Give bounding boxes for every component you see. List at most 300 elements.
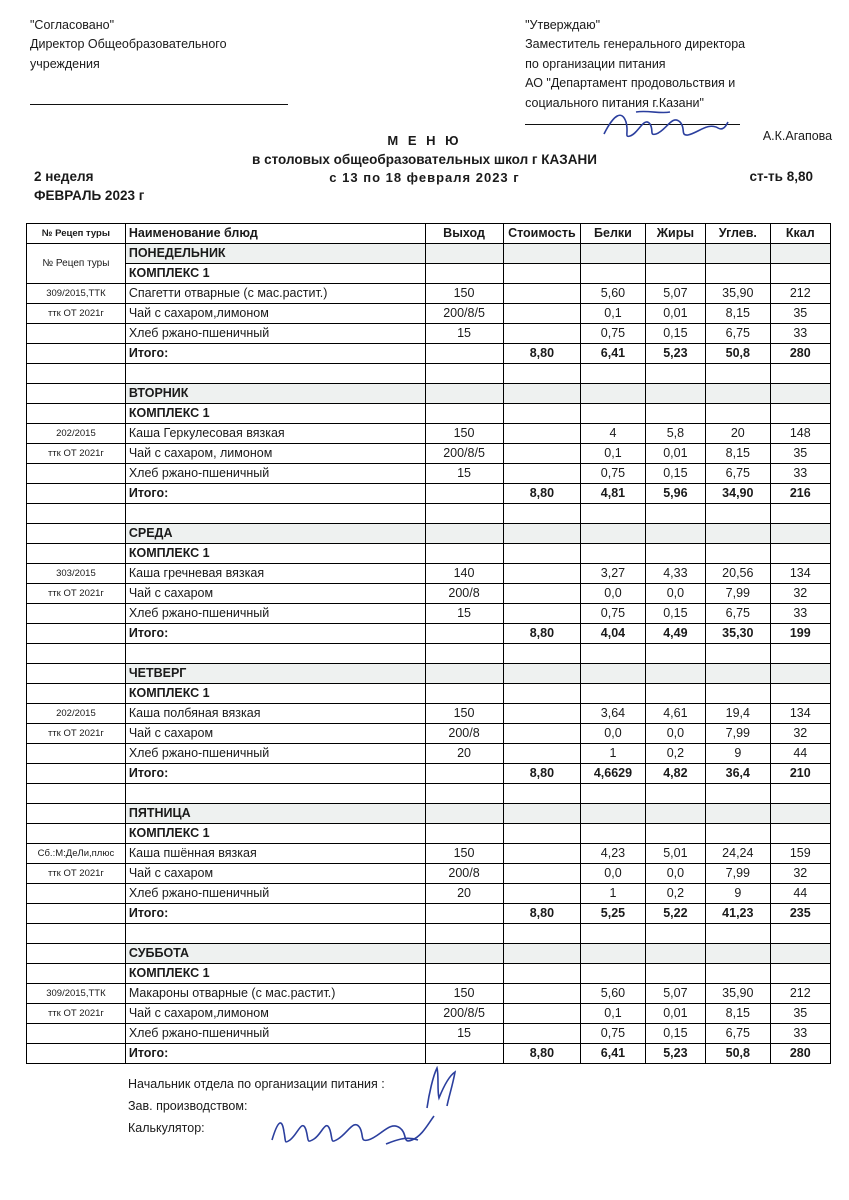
footer-line-1: Начальник отдела по организации питания :: [128, 1076, 385, 1091]
dish-name: Хлеб ржано-пшеничный: [125, 1023, 425, 1043]
recipe-cell: [27, 823, 126, 843]
date-range: с 13 по 18 февраля 2023 г: [329, 169, 520, 185]
protein-cell: 4,81: [581, 483, 646, 503]
complex-row: [27, 263, 831, 283]
carbs-cell: 6,75: [706, 463, 771, 483]
recipe-cell: [27, 883, 126, 903]
fat-cell: 0,15: [645, 1023, 705, 1043]
empty-cell: [503, 963, 581, 983]
empty-cell: [425, 943, 503, 963]
table-body: [27, 243, 831, 1063]
page-subtitle: в столовых общеобразовательных школ г КАЗАНИ: [252, 151, 597, 167]
total-label: Итого:: [125, 483, 425, 503]
day-name: ПОНЕДЕЛЬНИК: [125, 243, 425, 263]
spacer-row: [27, 923, 831, 943]
header-right-line-5: социального питания г.Казани": [525, 95, 704, 110]
total-row: [27, 903, 831, 923]
table-row: [27, 723, 831, 743]
cost-cell: [503, 863, 581, 883]
empty-cell: [706, 943, 771, 963]
menu-table: [26, 223, 831, 1064]
output-cell: 200/8: [425, 863, 503, 883]
cost-cell: [503, 423, 581, 443]
total-label: Итого:: [125, 623, 425, 643]
empty-cell: [770, 823, 830, 843]
empty-cell: [770, 523, 830, 543]
empty-cell: [706, 643, 771, 663]
day-header-row: [27, 523, 831, 543]
cost-cell: [503, 603, 581, 623]
empty-cell: [425, 963, 503, 983]
empty-cell: [125, 363, 425, 383]
empty-cell: [503, 663, 581, 683]
kcal-cell: 32: [770, 863, 830, 883]
carbs-cell: 35,90: [706, 283, 771, 303]
fat-cell: 5,8: [645, 423, 705, 443]
kcal-cell: 216: [770, 483, 830, 503]
cost-cell: 8,80: [503, 1043, 581, 1063]
header-right-line-1: "Утверждаю": [525, 18, 601, 32]
carbs-cell: 50,8: [706, 343, 771, 363]
cost-cell: [503, 983, 581, 1003]
page-title: М Е Н Ю: [387, 132, 462, 148]
kcal-cell: 159: [770, 843, 830, 863]
kcal-cell: 35: [770, 303, 830, 323]
recipe-cell: [27, 383, 126, 403]
recipe-cell: [27, 323, 126, 343]
title-block: [22, 133, 827, 185]
fat-cell: 5,07: [645, 283, 705, 303]
empty-cell: [503, 643, 581, 663]
empty-cell: [770, 503, 830, 523]
empty-cell: [645, 523, 705, 543]
empty-cell: [503, 243, 581, 263]
kcal-cell: 32: [770, 723, 830, 743]
recipe-cell: [27, 483, 126, 503]
recipe-cell: [27, 963, 126, 983]
day-name: СРЕДА: [125, 523, 425, 543]
empty-cell: [770, 783, 830, 803]
fat-cell: 0,01: [645, 443, 705, 463]
dish-name: Хлеб ржано-пшеничный: [125, 323, 425, 343]
dish-name: Хлеб ржано-пшеничный: [125, 463, 425, 483]
signature-line-left: [30, 104, 288, 105]
dish-name: Каша гречневая вязкая: [125, 563, 425, 583]
header-right-line-2: Заместитель генерального директора: [525, 37, 746, 52]
carbs-cell: 41,23: [706, 903, 771, 923]
empty-cell: [27, 363, 126, 383]
footer-line-2: Зав. производством:: [128, 1098, 248, 1113]
carbs-cell: 35,90: [706, 983, 771, 1003]
dish-name: Чай с сахаром,лимоном: [125, 303, 425, 323]
output-cell: [425, 763, 503, 783]
empty-cell: [503, 683, 581, 703]
cost-cell: 8,80: [503, 763, 581, 783]
document-footer: [128, 1074, 827, 1140]
col-recipe: № Рецеп туры: [27, 223, 126, 243]
fat-cell: 0,0: [645, 583, 705, 603]
empty-cell: [27, 783, 126, 803]
empty-cell: [645, 243, 705, 263]
recipe-cell: [27, 903, 126, 923]
col-fat: Жиры: [645, 223, 705, 243]
carbs-cell: 6,75: [706, 323, 771, 343]
day-header-row: [27, 803, 831, 823]
empty-cell: [425, 543, 503, 563]
signature-line-right: [525, 124, 833, 143]
empty-cell: [645, 403, 705, 423]
recipe-cell: ттк ОТ 2021г: [27, 443, 126, 463]
empty-cell: [425, 663, 503, 683]
spacer-row: [27, 503, 831, 523]
spacer-row: [27, 363, 831, 383]
dish-name: Хлеб ржано-пшеничный: [125, 603, 425, 623]
empty-cell: [425, 923, 503, 943]
kcal-cell: 35: [770, 443, 830, 463]
recipe-cell: ттк ОТ 2021г: [27, 1003, 126, 1023]
fat-cell: 4,61: [645, 703, 705, 723]
empty-cell: [581, 503, 646, 523]
dish-name: Чай с сахаром: [125, 583, 425, 603]
fat-cell: 5,22: [645, 903, 705, 923]
empty-cell: [770, 403, 830, 423]
empty-cell: [645, 683, 705, 703]
carbs-cell: 8,15: [706, 1003, 771, 1023]
recipe-cell: [27, 543, 126, 563]
protein-cell: 3,64: [581, 703, 646, 723]
protein-cell: 4,6629: [581, 763, 646, 783]
protein-cell: 6,41: [581, 343, 646, 363]
fat-cell: 0,2: [645, 883, 705, 903]
month-label: ФЕВРАЛЬ 2023 г: [34, 187, 145, 203]
empty-cell: [581, 823, 646, 843]
protein-cell: 0,0: [581, 723, 646, 743]
output-cell: 15: [425, 603, 503, 623]
kcal-cell: 199: [770, 623, 830, 643]
empty-cell: [581, 943, 646, 963]
day-header-row: [27, 663, 831, 683]
fat-cell: 0,15: [645, 463, 705, 483]
fat-cell: 5,23: [645, 1043, 705, 1063]
total-label: Итого:: [125, 763, 425, 783]
fat-cell: 5,23: [645, 343, 705, 363]
protein-cell: 0,1: [581, 303, 646, 323]
output-cell: 20: [425, 883, 503, 903]
protein-cell: 4,23: [581, 843, 646, 863]
empty-cell: [770, 643, 830, 663]
fat-cell: 5,07: [645, 983, 705, 1003]
complex-row: [27, 403, 831, 423]
recipe-cell: [27, 1043, 126, 1063]
carbs-cell: 24,24: [706, 843, 771, 863]
empty-cell: [770, 263, 830, 283]
empty-cell: [425, 523, 503, 543]
empty-cell: [770, 963, 830, 983]
empty-cell: [770, 363, 830, 383]
cost-cell: [503, 583, 581, 603]
carbs-cell: 36,4: [706, 763, 771, 783]
kcal-cell: 134: [770, 703, 830, 723]
output-cell: [425, 1043, 503, 1063]
total-label: Итого:: [125, 343, 425, 363]
empty-cell: [125, 783, 425, 803]
table-row: [27, 463, 831, 483]
table-row: [27, 583, 831, 603]
dish-name: Макароны отварные (с мас.растит.): [125, 983, 425, 1003]
empty-cell: [27, 923, 126, 943]
fat-cell: 5,01: [645, 843, 705, 863]
footer-line-3: Калькулятор:: [128, 1120, 205, 1135]
table-row: [27, 443, 831, 463]
empty-cell: [581, 783, 646, 803]
recipe-cell: Сб.:М:ДеЛи,плюс: [27, 843, 126, 863]
protein-cell: 1: [581, 743, 646, 763]
output-cell: 15: [425, 1023, 503, 1043]
empty-cell: [645, 943, 705, 963]
dish-name: Спагетти отварные (с мас.растит.): [125, 283, 425, 303]
day-name: ЧЕТВЕРГ: [125, 663, 425, 683]
empty-cell: [425, 643, 503, 663]
cost-cell: [503, 303, 581, 323]
col-output: Выход: [425, 223, 503, 243]
protein-cell: 0,75: [581, 323, 646, 343]
empty-cell: [581, 963, 646, 983]
protein-cell: 6,41: [581, 1043, 646, 1063]
protein-cell: 5,60: [581, 283, 646, 303]
recipe-cell: 309/2015,ТТК: [27, 283, 126, 303]
col-dish: Наименование блюд: [125, 223, 425, 243]
empty-cell: [706, 823, 771, 843]
recipe-cell: [27, 403, 126, 423]
table-header-row: [27, 223, 831, 243]
kcal-cell: 134: [770, 563, 830, 583]
complex-label: КОМПЛЕКС 1: [125, 263, 425, 283]
empty-cell: [770, 663, 830, 683]
output-cell: 200/8: [425, 583, 503, 603]
kcal-cell: 280: [770, 343, 830, 363]
kcal-cell: 210: [770, 763, 830, 783]
table-row: [27, 603, 831, 623]
carbs-cell: 7,99: [706, 583, 771, 603]
table-row: [27, 563, 831, 583]
empty-cell: [645, 663, 705, 683]
output-cell: 150: [425, 423, 503, 443]
carbs-cell: 35,30: [706, 623, 771, 643]
output-cell: 15: [425, 323, 503, 343]
empty-cell: [581, 803, 646, 823]
recipe-cell: [27, 343, 126, 363]
empty-cell: [706, 363, 771, 383]
empty-cell: [503, 503, 581, 523]
empty-cell: [125, 923, 425, 943]
empty-cell: [425, 823, 503, 843]
empty-cell: [770, 683, 830, 703]
carbs-cell: 8,15: [706, 443, 771, 463]
col-carbs: Углев.: [706, 223, 771, 243]
empty-cell: [706, 403, 771, 423]
carbs-cell: 34,90: [706, 483, 771, 503]
kcal-cell: 33: [770, 323, 830, 343]
empty-cell: [425, 363, 503, 383]
day-header-row: [27, 243, 831, 263]
fat-cell: 0,01: [645, 303, 705, 323]
table-row: [27, 743, 831, 763]
output-cell: [425, 483, 503, 503]
cost-cell: [503, 843, 581, 863]
empty-cell: [581, 643, 646, 663]
week-label: 2 неделя: [34, 168, 94, 184]
empty-cell: [425, 803, 503, 823]
total-label: Итого:: [125, 903, 425, 923]
recipe-cell: [27, 683, 126, 703]
protein-cell: 4: [581, 423, 646, 443]
empty-cell: [503, 783, 581, 803]
kcal-cell: 148: [770, 423, 830, 443]
empty-cell: [645, 263, 705, 283]
empty-cell: [706, 543, 771, 563]
empty-cell: [503, 383, 581, 403]
empty-cell: [581, 523, 646, 543]
empty-cell: [503, 523, 581, 543]
output-cell: [425, 343, 503, 363]
empty-cell: [645, 383, 705, 403]
empty-cell: [645, 823, 705, 843]
kcal-cell: 280: [770, 1043, 830, 1063]
day-header-row: [27, 943, 831, 963]
kcal-cell: 44: [770, 743, 830, 763]
recipe-cell: [27, 1023, 126, 1043]
fat-cell: 0,01: [645, 1003, 705, 1023]
empty-cell: [581, 383, 646, 403]
recipe-cell: 202/2015: [27, 423, 126, 443]
empty-cell: [27, 503, 126, 523]
empty-cell: [425, 783, 503, 803]
empty-cell: [706, 923, 771, 943]
empty-cell: [503, 823, 581, 843]
dish-name: Чай с сахаром: [125, 723, 425, 743]
handwritten-calculator-signature-icon: [268, 1110, 438, 1148]
empty-cell: [770, 543, 830, 563]
complex-label: КОМПЛЕКС 1: [125, 963, 425, 983]
empty-cell: [706, 663, 771, 683]
total-row: [27, 343, 831, 363]
empty-cell: [581, 543, 646, 563]
table-row: [27, 283, 831, 303]
day-name: СУББОТА: [125, 943, 425, 963]
kcal-cell: 212: [770, 983, 830, 1003]
empty-cell: [645, 803, 705, 823]
carbs-cell: 20: [706, 423, 771, 443]
cost-cell: [503, 743, 581, 763]
table-row: [27, 1003, 831, 1023]
table-row: [27, 1023, 831, 1043]
empty-cell: [503, 543, 581, 563]
kcal-cell: 212: [770, 283, 830, 303]
day-name: ВТОРНИК: [125, 383, 425, 403]
complex-label: КОМПЛЕКС 1: [125, 403, 425, 423]
empty-cell: [581, 683, 646, 703]
fat-cell: 0,0: [645, 863, 705, 883]
kcal-cell: 35: [770, 1003, 830, 1023]
carbs-cell: 19,4: [706, 703, 771, 723]
kcal-cell: 235: [770, 903, 830, 923]
carbs-cell: 7,99: [706, 863, 771, 883]
protein-cell: 0,1: [581, 1003, 646, 1023]
empty-cell: [645, 363, 705, 383]
empty-cell: [425, 383, 503, 403]
total-row: [27, 763, 831, 783]
protein-cell: 1: [581, 883, 646, 903]
total-row: [27, 483, 831, 503]
empty-cell: [645, 783, 705, 803]
cost-cell: [503, 563, 581, 583]
cost-cell: [503, 1003, 581, 1023]
carbs-cell: 8,15: [706, 303, 771, 323]
empty-cell: [645, 643, 705, 663]
empty-cell: [503, 923, 581, 943]
cost-cell: [503, 723, 581, 743]
recipe-cell: [27, 603, 126, 623]
cost-cell: [503, 443, 581, 463]
table-row: [27, 423, 831, 443]
empty-cell: [581, 923, 646, 943]
dish-name: Чай с сахаром: [125, 863, 425, 883]
dish-name: Каша пшённая вязкая: [125, 843, 425, 863]
col-cost: Стоимость: [503, 223, 581, 243]
total-label: Итого:: [125, 1043, 425, 1063]
recipe-cell: ттк ОТ 2021г: [27, 863, 126, 883]
empty-cell: [581, 263, 646, 283]
output-cell: 200/8/5: [425, 443, 503, 463]
cost-cell: 8,80: [503, 623, 581, 643]
cost-cell: 8,80: [503, 483, 581, 503]
cost-cell: [503, 283, 581, 303]
output-cell: [425, 623, 503, 643]
spacer-row: [27, 783, 831, 803]
approver-name: А.К.Агапова: [762, 128, 833, 143]
cost-cell: [503, 703, 581, 723]
empty-cell: [770, 803, 830, 823]
recipe-cell: [27, 763, 126, 783]
empty-cell: [503, 403, 581, 423]
recipe-cell: ттк ОТ 2021г: [27, 303, 126, 323]
empty-cell: [581, 363, 646, 383]
recipe-cell: [27, 623, 126, 643]
empty-cell: [645, 503, 705, 523]
output-cell: 150: [425, 843, 503, 863]
empty-cell: [770, 923, 830, 943]
protein-cell: 0,75: [581, 463, 646, 483]
header-right-line-4: АО "Департамент продовольствия и: [525, 76, 736, 91]
complex-row: [27, 823, 831, 843]
protein-cell: 0,75: [581, 1023, 646, 1043]
col-kcal: Ккал: [770, 223, 830, 243]
recipe-cell: [27, 523, 126, 543]
table-row: [27, 323, 831, 343]
output-cell: 200/8: [425, 723, 503, 743]
recipe-cell: ттк ОТ 2021г: [27, 583, 126, 603]
recipe-cell: 309/2015,ТТК: [27, 983, 126, 1003]
cost-cell: 8,80: [503, 343, 581, 363]
total-row: [27, 623, 831, 643]
output-cell: 150: [425, 983, 503, 1003]
dish-name: Чай с сахаром, лимоном: [125, 443, 425, 463]
output-cell: 150: [425, 283, 503, 303]
output-cell: 150: [425, 703, 503, 723]
empty-cell: [125, 503, 425, 523]
complex-label: КОМПЛЕКС 1: [125, 823, 425, 843]
table-head: [27, 223, 831, 243]
